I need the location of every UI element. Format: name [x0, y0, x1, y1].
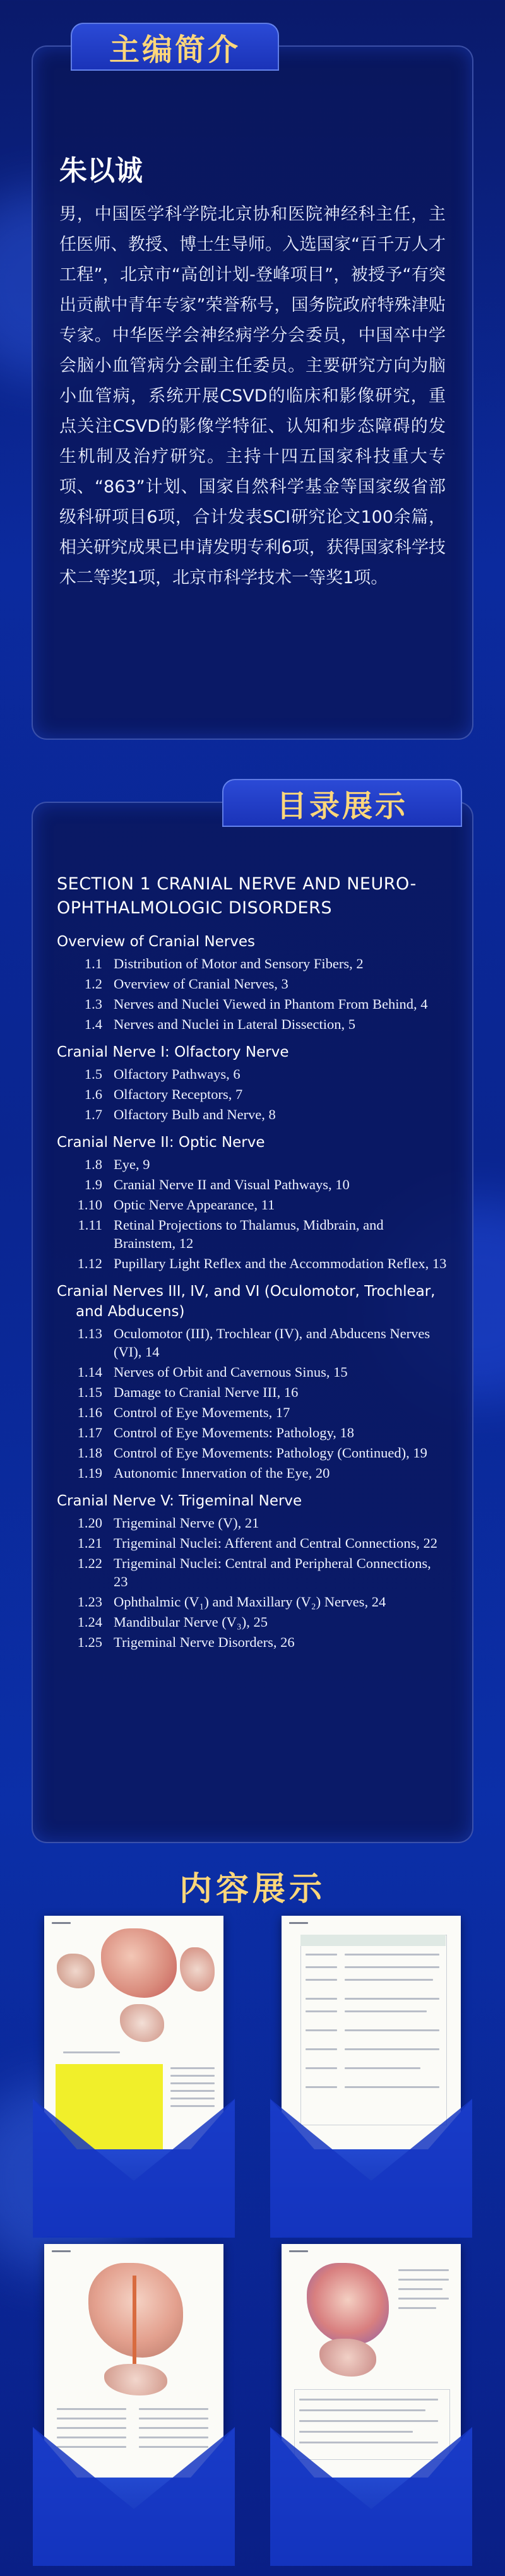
toc-item-number: 1.12: [77, 1255, 102, 1271]
toc-item[interactable]: [57, 1085, 448, 1103]
toc-item[interactable]: [57, 1423, 448, 1442]
author-section-title: 主编简介: [71, 23, 279, 71]
toc-item-text: Control of Eye Movements: Pathology (Continued), 19: [114, 1445, 427, 1461]
folder-icon: [33, 2414, 235, 2566]
toc-item[interactable]: [57, 1554, 448, 1591]
toc-item[interactable]: [57, 1633, 448, 1651]
toc-item-number: 1.6: [84, 1086, 102, 1102]
toc-item-text: Trigeminal Nuclei: Central and Peripheral Connections, 23: [114, 1555, 431, 1589]
toc-group: [57, 1491, 448, 1651]
toc-item[interactable]: [57, 1175, 448, 1194]
toc-item-text: Overview of Cranial Nerves, 3: [114, 976, 288, 992]
toc-item-number: 1.3: [84, 996, 102, 1012]
toc-item[interactable]: [57, 1324, 448, 1361]
content-section-title: 内容展示: [179, 1870, 326, 1908]
toc-item-number: 1.14: [77, 1364, 102, 1380]
page-preview[interactable]: [270, 2244, 472, 2566]
toc-item[interactable]: [57, 1593, 448, 1611]
toc-group: [57, 1132, 448, 1273]
toc-item[interactable]: [57, 1534, 448, 1552]
toc-item-number: 1.11: [78, 1217, 102, 1233]
toc-item[interactable]: [57, 1065, 448, 1083]
toc-item-text: Olfactory Receptors, 7: [114, 1086, 243, 1102]
toc-item-number: 1.5: [84, 1066, 102, 1082]
toc-item-text: Trigeminal Nerve (V), 21: [114, 1515, 259, 1531]
toc-group-title: Cranial Nerve II: Optic Nerve: [57, 1134, 265, 1151]
toc-item[interactable]: [57, 995, 448, 1013]
toc-group: [57, 1281, 448, 1482]
toc-item[interactable]: [57, 954, 448, 973]
toc-item[interactable]: [57, 1015, 448, 1033]
toc-item-number: 1.16: [77, 1404, 102, 1420]
toc-item-number: 1.25: [77, 1634, 102, 1650]
toc-item[interactable]: [57, 1363, 448, 1381]
toc-item-number: 1.18: [77, 1445, 102, 1461]
toc-item-text: Nerves of Orbit and Cavernous Sinus, 15: [114, 1364, 348, 1380]
toc-item-text: Cranial Nerve II and Visual Pathways, 10: [114, 1177, 350, 1192]
toc-item-text: Oculomotor (III), Trochlear (IV), and Abducens Nerves (VI), 14: [114, 1326, 431, 1360]
toc-item-number: 1.22: [77, 1555, 102, 1571]
toc-item-text: Autonomic Innervation of the Eye, 20: [114, 1465, 330, 1481]
toc-group-title: Overview of Cranial Nerves: [57, 934, 256, 950]
toc-item[interactable]: [57, 1155, 448, 1173]
author-bio: 男，中国医学科学院北京协和医院神经科主任，主任医师、教授、博士生导师。入选国家“百千万人才工程”，北京市“高创计划-登峰项目”，被授予“有突出贡献中青年专家”荣誉称号，国务院政府特殊津贴专家。中华医学会神经病学分会委员，中国卒中学会脑小血管病分会副主任委员。主要研究方向为脑小血管病，系统开展CSVD的临床和影像研究，重点关注CSVD的影像学特征、认知和步态障碍的发生机制及治疗研究。主持十四五国家科技重大专项、“863”计划、国家自然科学基金等国家级省部级科研项目6项，合计发表SCI研究论文100余篇，相关研究成果已申请发明专利6项，获得国家科学技术二等奖1项，北京市科学技术一等奖1项。: [59, 205, 446, 588]
toc-item-text: Retinal Projections to Thalamus, Midbrain, and Brainstem, 12: [114, 1217, 384, 1251]
toc-item-text: Nerves and Nuclei in Lateral Dissection, 5: [114, 1016, 355, 1032]
page-preview[interactable]: [33, 1916, 235, 2238]
toc-item[interactable]: [57, 1514, 448, 1532]
toc-item-number: 1.8: [84, 1156, 102, 1172]
author-card: [32, 32, 473, 740]
toc-item-number: 1.7: [84, 1107, 102, 1122]
toc-item[interactable]: [57, 1403, 448, 1422]
toc-item-text: Nerves and Nuclei Viewed in Phantom From Behind, 4: [114, 996, 428, 1012]
toc-item-text: Olfactory Bulb and Nerve, 8: [114, 1107, 276, 1122]
toc-item-text: Distribution of Motor and Sensory Fibers, 2: [114, 956, 364, 971]
toc-item-number: 1.24: [77, 1614, 102, 1630]
page-preview[interactable]: [33, 2244, 235, 2566]
toc-item-number: 1.2: [84, 976, 102, 992]
toc-item-text: Olfactory Pathways, 6: [114, 1066, 241, 1082]
toc-item-number: 1.17: [77, 1425, 102, 1440]
toc-item-text: Damage to Cranial Nerve III, 16: [114, 1384, 299, 1400]
toc-item[interactable]: [57, 1196, 448, 1214]
toc-group-title: Cranial Nerves III, IV, and VI (Oculomotor, Trochlear, and Abducens): [57, 1283, 436, 1320]
toc-item[interactable]: [57, 1105, 448, 1124]
toc-item-text: Pupillary Light Reflex and the Accommodation Reflex, 13: [114, 1255, 447, 1271]
toc-section-heading: SECTION 1 CRANIAL NERVE AND NEURO-OPHTHALMOLOGIC DISORDERS: [57, 874, 417, 918]
folder-icon: [270, 2086, 472, 2238]
toc-group: [57, 932, 448, 1033]
toc-item-text: Mandibular Nerve (V₃), 25: [114, 1614, 268, 1630]
toc-section-title: 目录展示: [222, 779, 462, 827]
toc-item-number: 1.1: [84, 956, 102, 971]
toc-group-title: Cranial Nerve I: Olfactory Nerve: [57, 1044, 289, 1060]
toc-group: [57, 1042, 448, 1124]
toc-item-number: 1.23: [77, 1594, 102, 1610]
toc-item[interactable]: [57, 975, 448, 993]
toc-item-text: Trigeminal Nuclei: Afferent and Central Connections, 22: [114, 1535, 438, 1551]
toc-item-text: Control of Eye Movements: Pathology, 18: [114, 1425, 355, 1440]
toc-item-number: 1.13: [77, 1326, 102, 1341]
toc-item-text: Control of Eye Movements, 17: [114, 1404, 290, 1420]
toc-item-number: 1.20: [77, 1515, 102, 1531]
author-name: 朱以诚: [59, 155, 143, 187]
toc-item[interactable]: [57, 1464, 448, 1482]
toc-item-number: 1.21: [77, 1535, 102, 1551]
toc-item[interactable]: [57, 1613, 448, 1631]
toc-item[interactable]: [57, 1254, 448, 1273]
toc-item[interactable]: [57, 1444, 448, 1462]
toc-item-number: 1.19: [77, 1465, 102, 1481]
toc-item-text: Eye, 9: [114, 1156, 150, 1172]
toc-item-number: 1.15: [77, 1384, 102, 1400]
toc-item-number: 1.10: [77, 1197, 102, 1213]
toc-item-text: Trigeminal Nerve Disorders, 26: [114, 1634, 295, 1650]
page-preview[interactable]: [270, 1916, 472, 2238]
toc-item-text: Optic Nerve Appearance, 11: [114, 1197, 275, 1213]
toc-group-title: Cranial Nerve V: Trigeminal Nerve: [57, 1493, 302, 1509]
toc-item-number: 1.4: [84, 1016, 102, 1032]
toc-item-number: 1.9: [84, 1177, 102, 1192]
toc-item-text: Ophthalmic (V₁) and Maxillary (V₂) Nerves, 24: [114, 1594, 386, 1610]
toc-item[interactable]: [57, 1216, 448, 1252]
toc-item[interactable]: [57, 1383, 448, 1401]
folder-icon: [270, 2414, 472, 2566]
toc-card: [32, 788, 473, 1843]
folder-icon: [33, 2086, 235, 2238]
